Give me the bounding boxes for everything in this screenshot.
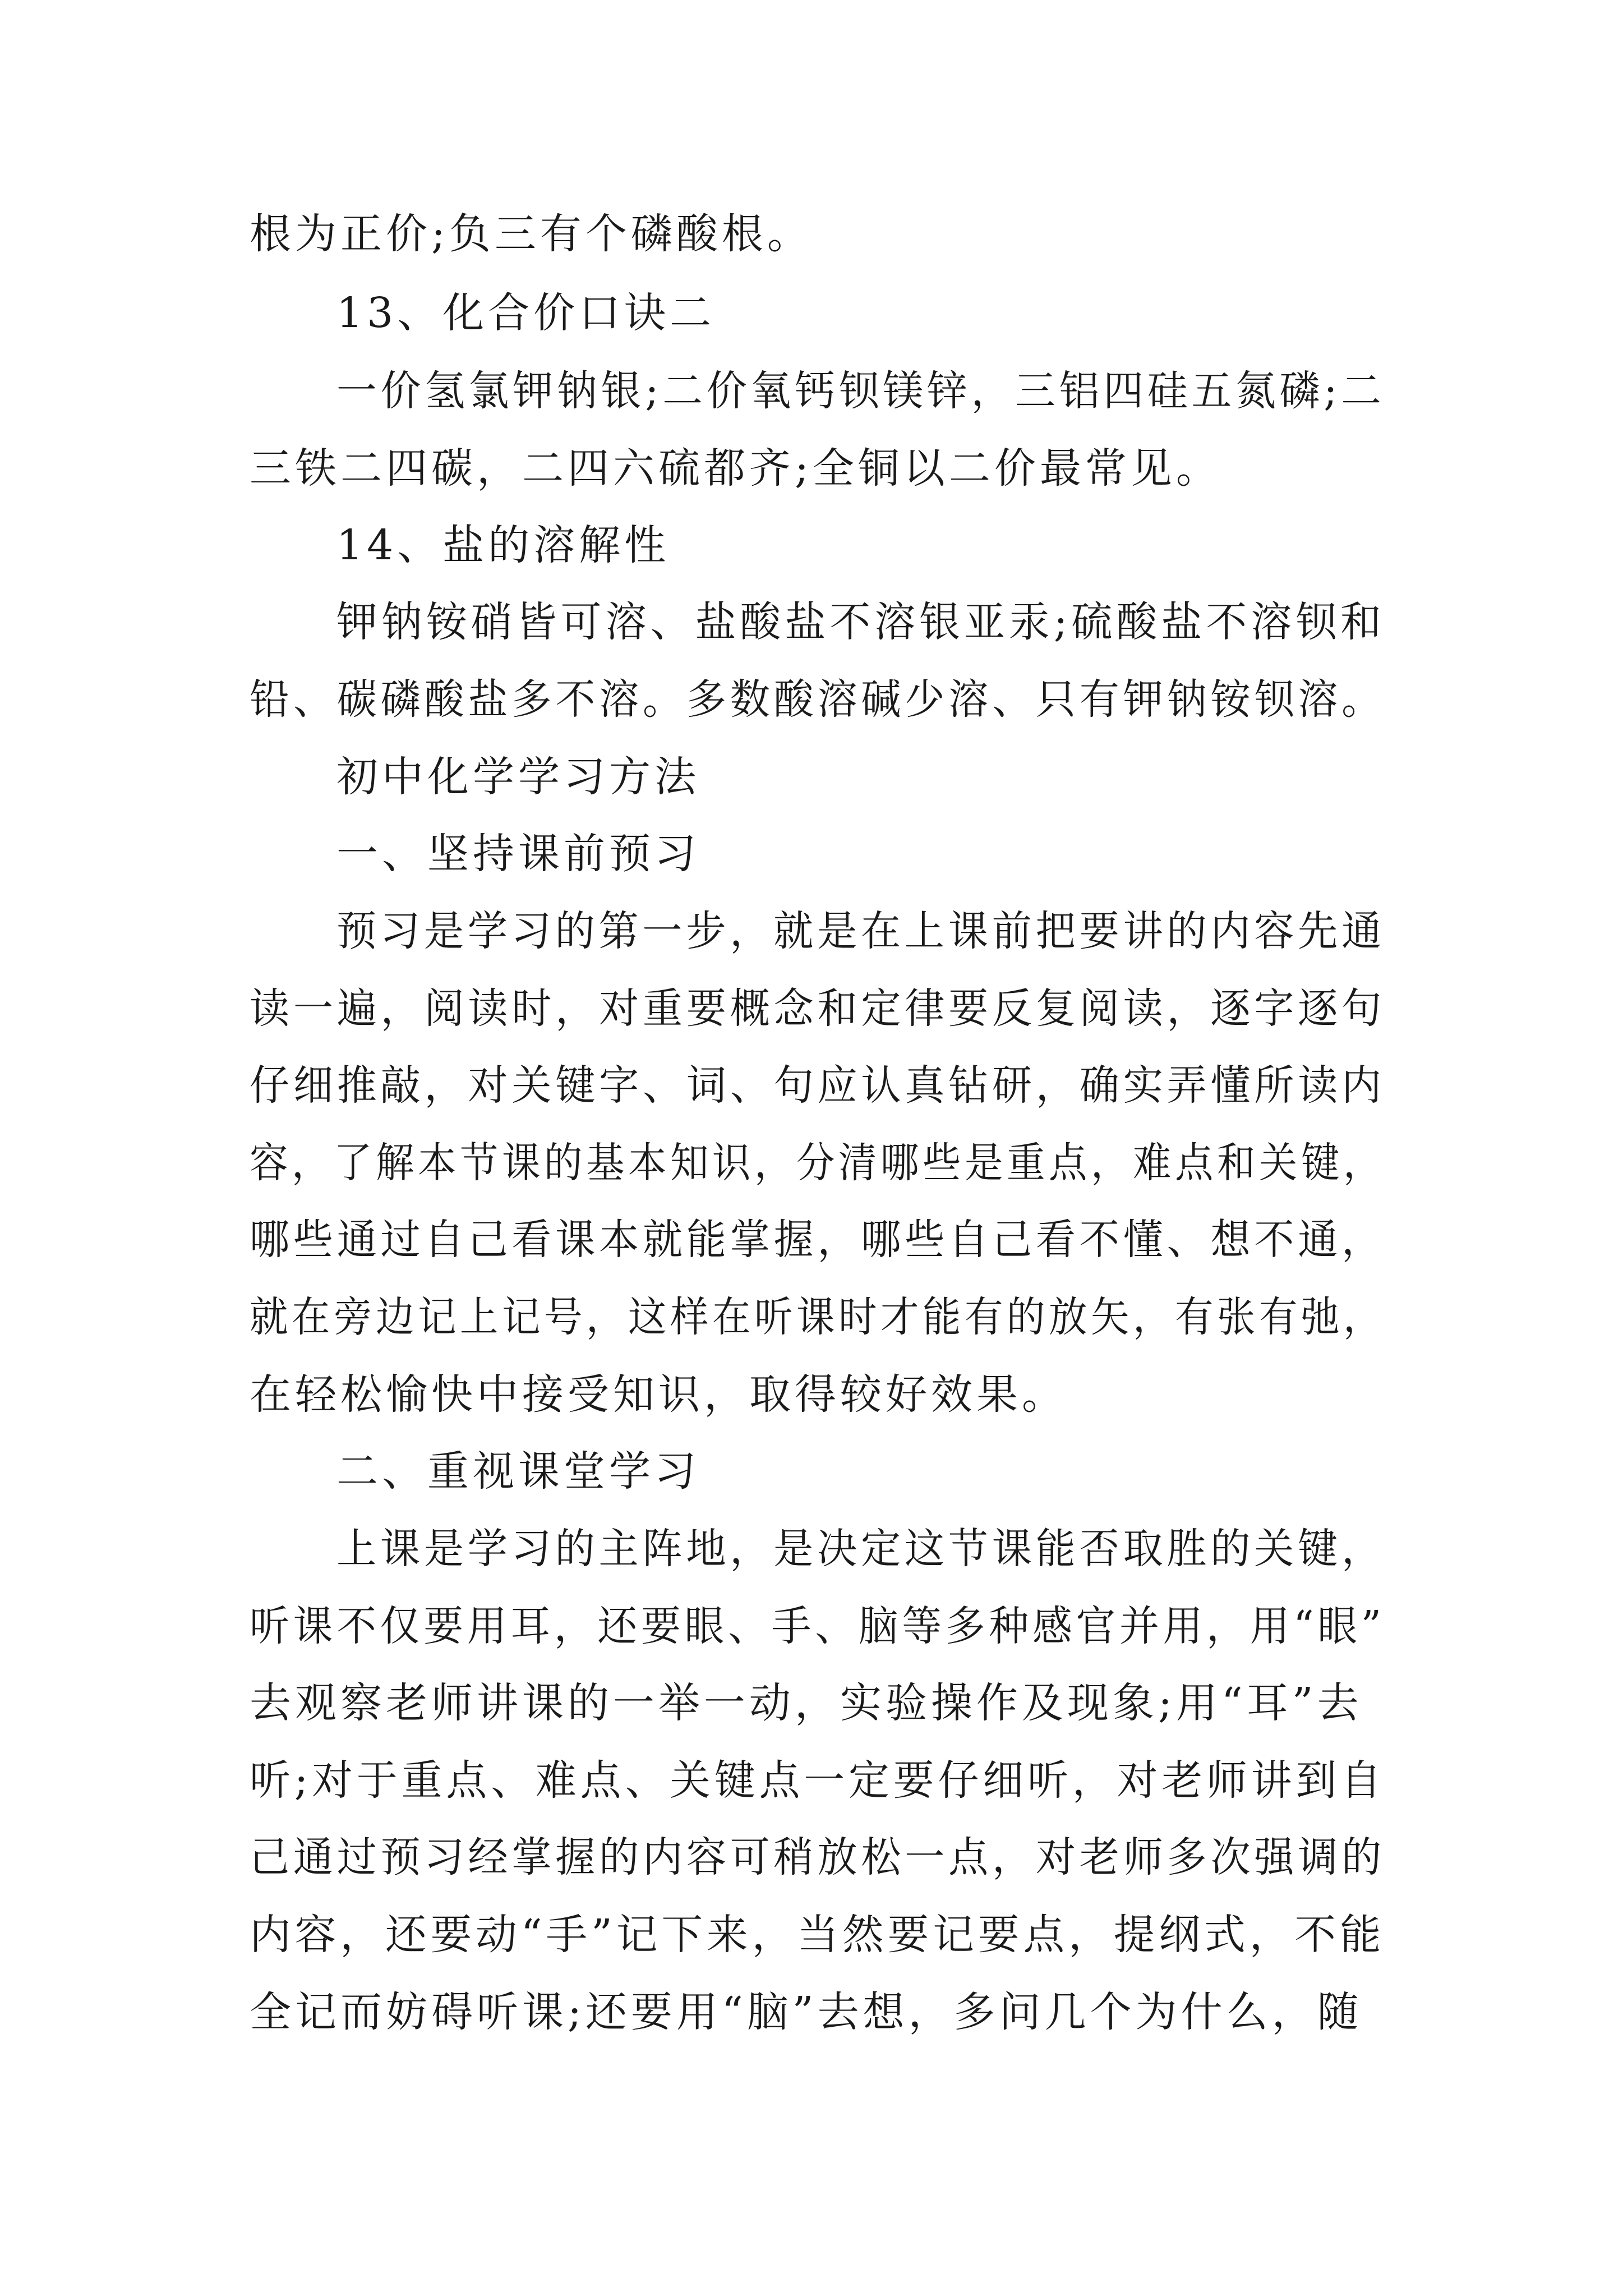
text-line: 容，了解本节课的基本知识，分清哪些是重点，难点和关键，	[250, 1139, 1385, 1187]
text-line: 仔细推敲，对关键字、词、句应认真钻研，确实弄懂所读内	[250, 1061, 1385, 1110]
section-heading: 14、盐的溶解性	[336, 521, 670, 569]
text-line: 上课是学习的主阵地，是决定这节课能否取胜的关键，	[336, 1525, 1385, 1573]
section-heading: 一、坚持课前预习	[336, 830, 700, 878]
text-line: 铅、碳磷酸盐多不溶。多数酸溶碱少溶、只有钾钠铵钡溶。	[250, 675, 1385, 724]
text-line: 己通过预习经掌握的内容可稍放松一点，对老师多次强调的	[250, 1833, 1385, 1881]
text-line: 内容，还要动“手”记下来，当然要记要点，提纲式，不能	[250, 1911, 1385, 1959]
text-line: 听;对于重点、难点、关键点一定要仔细听，对老师讲到自	[250, 1756, 1385, 1805]
text-line: 全记而妨碍听课;还要用“脑”去想，多问几个为什么，随	[250, 1988, 1363, 2036]
section-heading: 二、重视课堂学习	[336, 1447, 700, 1496]
text-line: 读一遍，阅读时，对重要概念和定律要反复阅读，逐字逐句	[250, 984, 1385, 1033]
text-line: 预习是学习的第一步，就是在上课前把要讲的内容先通	[336, 907, 1385, 955]
text-line: 钾钠铵硝皆可溶、盐酸盐不溶银亚汞;硫酸盐不溶钡和	[336, 598, 1385, 646]
section-heading: 初中化学学习方法	[336, 753, 700, 801]
text-line: 哪些通过自己看课本就能掌握，哪些自己看不懂、想不通，	[250, 1216, 1385, 1264]
text-line: 就在旁边记上记号，这样在听课时才能有的放矢，有张有弛，	[250, 1293, 1385, 1341]
text-line: 根为正价;负三有个磷酸根。	[250, 210, 813, 258]
text-line: 去观察老师讲课的一举一动，实验操作及现象;用“耳”去	[250, 1679, 1363, 1727]
text-line: 在轻松愉快中接受知识，取得较好效果。	[250, 1370, 1067, 1419]
section-heading: 13、化合价口诀二	[336, 289, 716, 337]
text-line: 三铁二四碳，二四六硫都齐;全铜以二价最常见。	[250, 444, 1221, 493]
text-line: 一价氢氯钾钠银;二价氧钙钡镁锌，三铝四硅五氮磷;二	[336, 367, 1385, 415]
text-line: 听课不仅要用耳，还要眼、手、脑等多种感官并用，用“眼”	[250, 1602, 1385, 1650]
